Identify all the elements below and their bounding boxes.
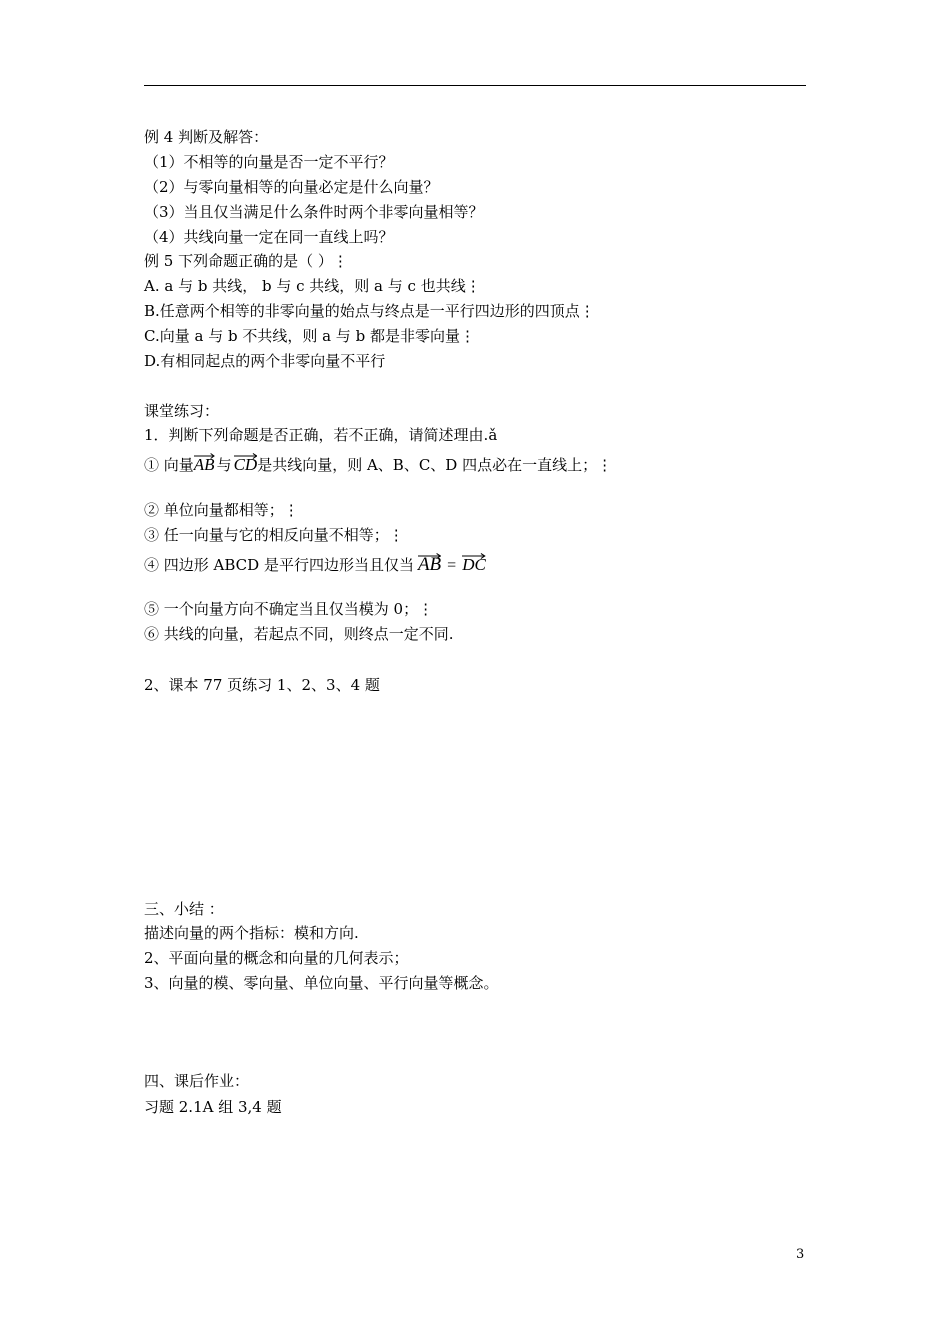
vector-ab-2 xyxy=(418,553,441,573)
example-5-option-b: B.任意两个相等的非零向量的始点与终点是一平行四边形的四顶点⋮ xyxy=(144,302,595,320)
example-4-question-2: （2）与零向量相等的向量必定是什么向量？ xyxy=(144,178,439,196)
statement-1 xyxy=(144,453,612,475)
example-4-title: 例 4 判断及解答： xyxy=(144,128,269,146)
example-4-question-1: （1）不相等的向量是否一定不平行？ xyxy=(144,153,394,171)
summary-line-3: 3、向量的模、零向量、单位向量、平行向量等概念。 xyxy=(144,974,499,992)
vector-arrow-icon xyxy=(194,453,215,459)
statement-5: ⑤ 一个向量方向不确定当且仅当模为 0；⋮ xyxy=(144,600,434,618)
vector-arrow-icon xyxy=(234,453,258,459)
statement-1-and: 与 xyxy=(216,456,232,474)
vector-dc xyxy=(462,553,486,573)
page-number: 3 xyxy=(796,1247,805,1262)
equals-sign: = xyxy=(447,557,457,574)
statement-2: ② 单位向量都相等；⋮ xyxy=(144,501,299,519)
summary-line-2: 2、平面向量的概念和向量的几何表示； xyxy=(144,949,409,967)
practice-item-2: 2、课本 77 页练习 1、2、3、4 题 xyxy=(144,676,380,694)
vector-dc-label: DC xyxy=(462,555,486,574)
vector-arrow-icon xyxy=(462,553,486,559)
example-5-option-a: A. a 与 b 共线， b 与 c 共线，则 a 与 c 也共线⋮ xyxy=(144,277,481,295)
homework-line-1: 习题 2.1A 组 3,4 题 xyxy=(144,1098,282,1116)
homework-title: 四、课后作业： xyxy=(144,1072,250,1090)
statement-6: ⑥ 共线的向量，若起点不同，则终点一定不同. xyxy=(144,625,454,643)
statement-4 xyxy=(144,553,486,576)
practice-item-1: 1．判断下列命题是否正确，若不正确，请简述理由.ǎ xyxy=(144,426,498,444)
header-rule xyxy=(144,85,806,86)
vector-arrow-icon xyxy=(418,553,441,559)
example-4-question-4: （4）共线向量一定在同一直线上吗？ xyxy=(144,228,394,246)
example-5-option-c: C.向量 a 与 b 不共线，则 a 与 b 都是非零向量⋮ xyxy=(144,327,475,345)
practice-title: 课堂练习： xyxy=(144,402,220,420)
statement-1-suffix: 是共线向量，则 A、B、C、D 四点必在一直线上；⋮ xyxy=(257,456,613,474)
vector-ab-2-label: AB xyxy=(417,554,442,575)
statement-3: ③ 任一向量与它的相反向量不相等；⋮ xyxy=(144,526,404,544)
vector-ab-label: AB xyxy=(193,455,215,474)
vector-ab xyxy=(194,453,215,473)
statement-1-prefix: ① 向量 xyxy=(144,456,194,474)
summary-title: 三、小结 ： xyxy=(144,900,224,918)
example-4-question-3: （3）当且仅当满足什么条件时两个非零向量相等？ xyxy=(144,203,484,221)
vector-cd-label: CD xyxy=(233,455,258,474)
summary-line-1: 描述向量的两个指标：模和方向. xyxy=(144,924,359,942)
statement-4-prefix: ④ 四边形 ABCD 是平行四边形当且仅当 xyxy=(144,556,414,574)
example-5-option-d: D.有相同起点的两个非零向量不平行 xyxy=(144,352,386,370)
example-5-title: 例 5 下列命题正确的是（ ）⋮ xyxy=(144,252,348,270)
vector-cd xyxy=(234,453,258,473)
